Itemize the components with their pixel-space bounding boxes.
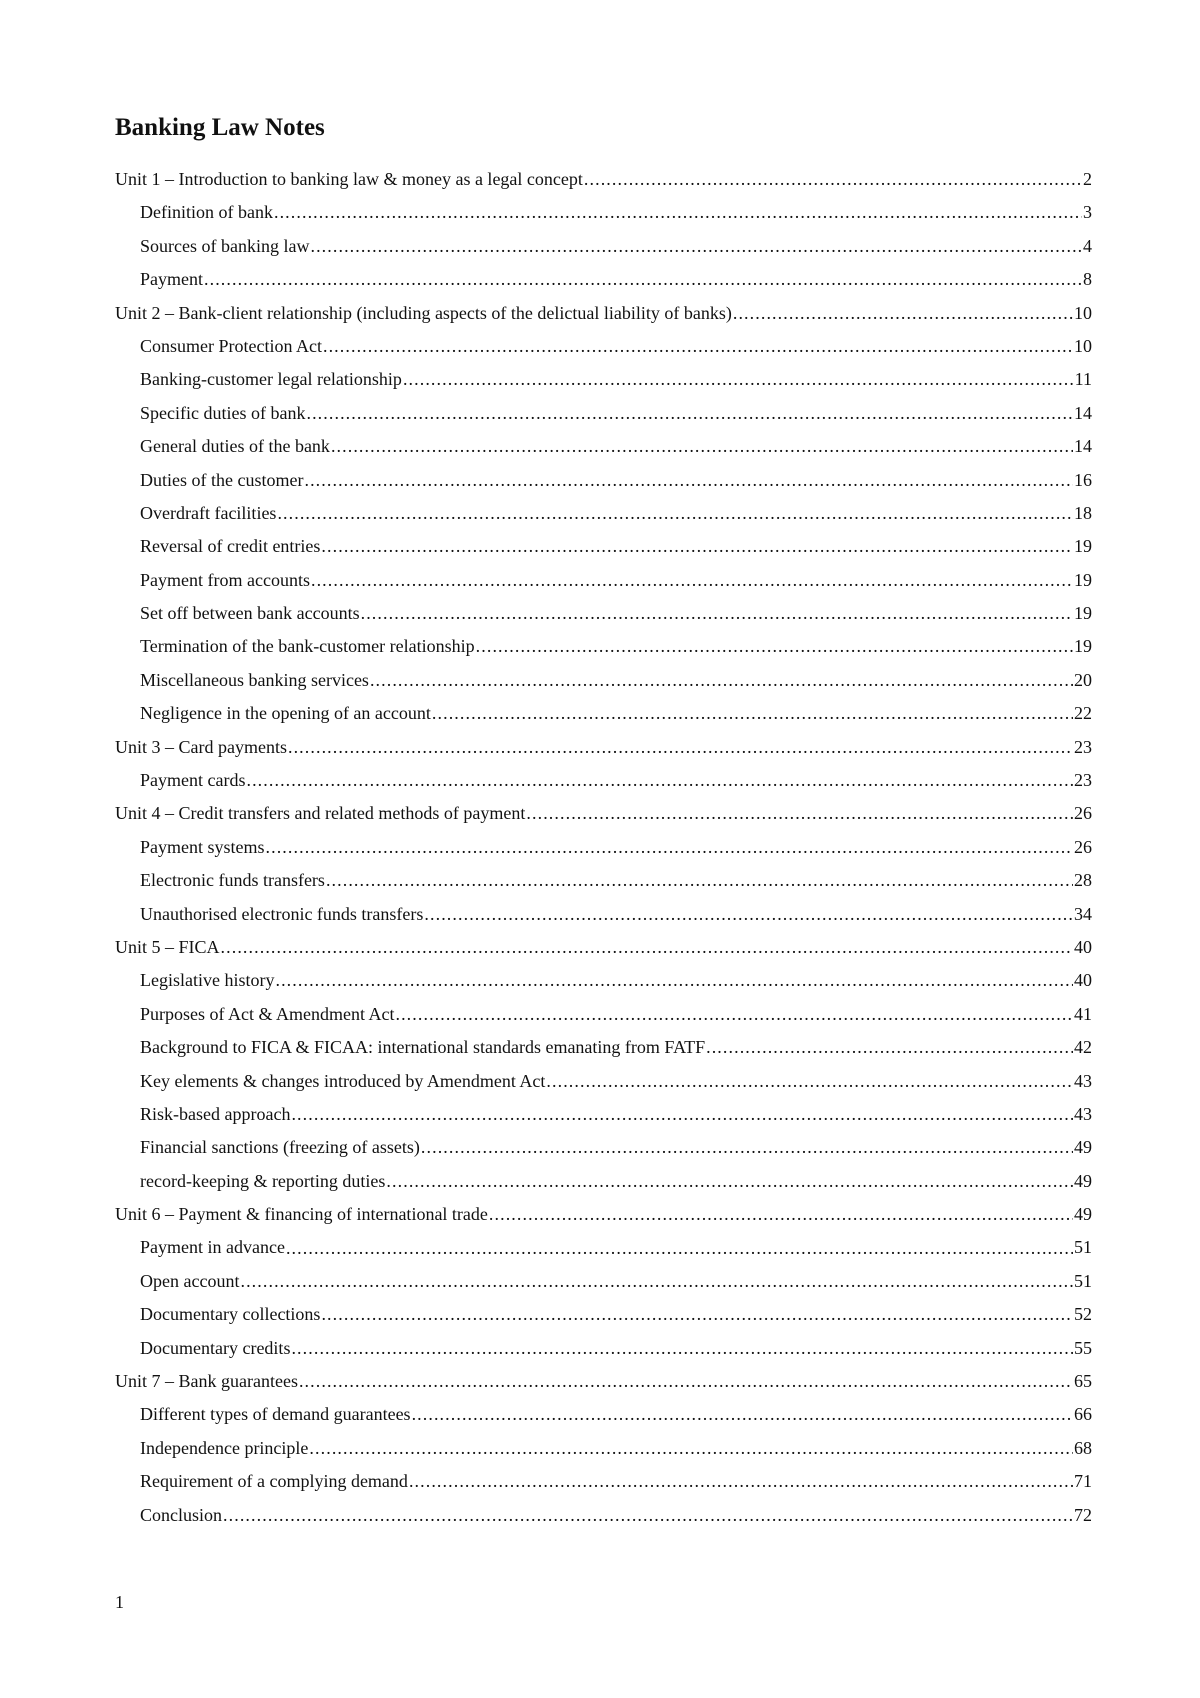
toc-entry-label: Payment [140,269,203,290]
toc-entry-page-number: 68 [1074,1437,1092,1458]
toc-section-entry[interactable] [115,363,1092,396]
toc-entry-label: Unit 3 – Card payments [115,736,287,757]
toc-section-entry[interactable] [115,1298,1092,1331]
toc-entry-page-number: 26 [1074,836,1092,857]
toc-dot-leader [412,1398,1073,1431]
toc-entry-page-number: 23 [1074,736,1092,757]
toc-entry-page-number: 43 [1074,1070,1092,1091]
toc-entry-page-number: 19 [1074,603,1092,624]
toc-section-entry[interactable] [115,397,1092,430]
toc-entry-label: Unit 4 – Credit transfers and related methods of payment [115,803,526,824]
toc-entry-label: Electronic funds transfers [140,870,325,891]
toc-dot-leader [370,664,1073,697]
toc-dot-leader [221,931,1073,964]
toc-section-entry[interactable] [115,1465,1092,1498]
toc-section-entry[interactable] [115,964,1092,997]
toc-section-entry[interactable] [115,831,1092,864]
toc-entry-label: Banking-customer legal relationship [140,369,402,390]
toc-dot-leader [274,196,1082,229]
toc-entry-page-number: 2 [1083,168,1092,189]
toc-section-entry[interactable] [115,1131,1092,1164]
toc-section-entry[interactable] [115,564,1092,597]
toc-entry-label: Definition of bank [140,202,273,223]
toc-entry-page-number: 66 [1074,1404,1092,1425]
toc-entry-page-number: 41 [1074,1003,1092,1024]
toc-section-entry[interactable] [115,1065,1092,1098]
toc-entry-page-number: 19 [1074,636,1092,657]
toc-entry-label: Set off between bank accounts [140,603,360,624]
toc-dot-leader [240,1265,1073,1298]
toc-entry-label: Overdraft facilities [140,502,277,523]
toc-dot-leader [326,864,1073,897]
toc-entry-label: Independence principle [140,1437,309,1458]
toc-section-entry[interactable] [115,597,1092,630]
toc-section-entry[interactable] [115,898,1092,931]
document-title: Banking Law Notes [115,114,325,141]
toc-entry-page-number: 52 [1074,1304,1092,1325]
toc-entry-label: Unit 1 – Introduction to banking law & money as a legal concept [115,168,583,189]
toc-dot-leader [266,831,1074,864]
toc-section-entry[interactable] [115,864,1092,897]
toc-dot-leader [204,263,1082,296]
toc-section-entry[interactable] [115,1499,1092,1532]
toc-section-entry[interactable] [115,1098,1092,1131]
toc-entry-label: Financial sanctions (freezing of assets) [140,1137,420,1158]
toc-dot-leader [291,1332,1073,1365]
toc-entry-page-number: 11 [1074,369,1092,390]
toc-entry-page-number: 71 [1074,1471,1092,1492]
toc-dot-leader [288,731,1073,764]
toc-section-entry[interactable] [115,1031,1092,1064]
toc-section-entry[interactable] [115,1165,1092,1198]
table-of-contents [115,163,1092,1532]
toc-entry-page-number: 19 [1074,536,1092,557]
toc-entry-page-number: 4 [1083,235,1092,256]
toc-entry-label: Unauthorised electronic funds transfers [140,903,424,924]
toc-entry-page-number: 49 [1074,1204,1092,1225]
toc-entry-page-number: 51 [1074,1270,1092,1291]
toc-section-entry[interactable] [115,998,1092,1031]
toc-entry-label: Unit 5 – FICA [115,936,220,957]
toc-dot-leader [403,363,1074,396]
toc-entry-label: Conclusion [140,1504,223,1525]
toc-section-entry[interactable] [115,697,1092,730]
toc-entry-page-number: 14 [1074,436,1092,457]
toc-dot-leader [432,697,1073,730]
toc-unit-entry[interactable] [115,731,1092,764]
toc-entry-label: Documentary credits [140,1337,291,1358]
toc-entry-page-number: 19 [1074,569,1092,590]
toc-entry-label: Payment cards [140,770,246,791]
toc-section-entry[interactable] [115,530,1092,563]
toc-section-entry[interactable] [115,230,1092,263]
toc-dot-leader [584,163,1082,196]
toc-dot-leader [299,1365,1073,1398]
toc-entry-label: Payment from accounts [140,569,310,590]
toc-section-entry[interactable] [115,263,1092,296]
toc-dot-leader [409,1465,1073,1498]
toc-dot-leader [304,464,1073,497]
toc-dot-leader [424,898,1073,931]
toc-section-entry[interactable] [115,1232,1092,1265]
toc-section-entry[interactable] [115,664,1092,697]
toc-dot-leader [489,1198,1073,1231]
toc-entry-page-number: 10 [1074,302,1092,323]
toc-unit-entry[interactable] [115,1365,1092,1398]
toc-unit-entry[interactable] [115,797,1092,830]
toc-entry-label: Negligence in the opening of an account [140,703,431,724]
toc-dot-leader [546,1065,1073,1098]
toc-entry-label: Legislative history [140,970,275,991]
toc-entry-label: Background to FICA & FICAA: international standards emanating from FATF [140,1037,706,1058]
toc-entry-page-number: 8 [1083,269,1092,290]
toc-entry-page-number: 23 [1074,770,1092,791]
toc-dot-leader [733,297,1073,330]
toc-dot-leader [223,1499,1073,1532]
toc-section-entry[interactable] [115,764,1092,797]
toc-dot-leader [421,1131,1073,1164]
page-number: 1 [115,1592,124,1612]
toc-entry-page-number: 16 [1074,469,1092,490]
toc-entry-page-number: 3 [1083,202,1092,223]
toc-dot-leader [706,1031,1073,1064]
toc-entry-page-number: 34 [1074,903,1092,924]
toc-entry-label: Payment in advance [140,1237,285,1258]
toc-dot-leader [526,797,1073,830]
toc-dot-leader [476,630,1073,663]
toc-section-entry[interactable] [115,630,1092,663]
toc-section-entry[interactable] [115,1332,1092,1365]
toc-dot-leader [286,1232,1073,1265]
toc-dot-leader [291,1098,1073,1131]
toc-entry-page-number: 43 [1074,1103,1092,1124]
toc-section-entry[interactable] [115,497,1092,530]
toc-dot-leader [277,497,1073,530]
toc-entry-page-number: 51 [1074,1237,1092,1258]
toc-entry-label: Miscellaneous banking services [140,669,369,690]
toc-section-entry[interactable] [115,1432,1092,1465]
toc-dot-leader [321,1298,1073,1331]
toc-section-entry[interactable] [115,1265,1092,1298]
toc-entry-label: Requirement of a complying demand [140,1471,408,1492]
toc-dot-leader [310,230,1082,263]
toc-dot-leader [246,764,1073,797]
toc-entry-page-number: 22 [1074,703,1092,724]
toc-dot-leader [386,1165,1073,1198]
toc-dot-leader [323,330,1073,363]
toc-entry-label: Consumer Protection Act [140,335,322,356]
toc-entry-page-number: 72 [1074,1504,1092,1525]
toc-entry-page-number: 42 [1074,1037,1092,1058]
toc-section-entry[interactable] [115,196,1092,229]
toc-entry-label: Payment systems [140,836,265,857]
toc-entry-page-number: 18 [1074,502,1092,523]
toc-dot-leader [321,530,1073,563]
toc-entry-label: Duties of the customer [140,469,304,490]
toc-entry-page-number: 10 [1074,335,1092,356]
toc-entry-page-number: 28 [1074,870,1092,891]
toc-entry-label: Sources of banking law [140,235,310,256]
toc-section-entry[interactable] [115,464,1092,497]
toc-entry-page-number: 49 [1074,1170,1092,1191]
toc-dot-leader [361,597,1073,630]
toc-section-entry[interactable] [115,1398,1092,1431]
toc-entry-label: Documentary collections [140,1304,321,1325]
toc-entry-label: General duties of the bank [140,436,330,457]
toc-entry-page-number: 40 [1074,970,1092,991]
toc-dot-leader [306,397,1073,430]
toc-entry-label: Different types of demand guarantees [140,1404,411,1425]
toc-entry-page-number: 14 [1074,402,1092,423]
toc-unit-entry[interactable] [115,163,1092,196]
toc-entry-label: Termination of the bank-customer relationship [140,636,475,657]
toc-dot-leader [395,998,1073,1031]
toc-entry-page-number: 20 [1074,669,1092,690]
toc-entry-label: Unit 2 – Bank-client relationship (including aspects of the delictual liability of banks) [115,302,732,323]
toc-entry-page-number: 55 [1074,1337,1092,1358]
toc-entry-label: Specific duties of bank [140,402,306,423]
toc-entry-label: Open account [140,1270,240,1291]
toc-entry-label: Unit 6 – Payment & financing of international trade [115,1204,488,1225]
toc-section-entry[interactable] [115,430,1092,463]
toc-entry-label: Unit 7 – Bank guarantees [115,1371,298,1392]
toc-entry-page-number: 65 [1074,1371,1092,1392]
toc-dot-leader [311,564,1073,597]
toc-entry-page-number: 26 [1074,803,1092,824]
toc-unit-entry[interactable] [115,297,1092,330]
toc-dot-leader [309,1432,1073,1465]
toc-entry-label: Risk-based approach [140,1103,291,1124]
toc-entry-page-number: 49 [1074,1137,1092,1158]
toc-entry-label: record-keeping & reporting duties [140,1170,386,1191]
toc-entry-label: Reversal of credit entries [140,536,321,557]
toc-unit-entry[interactable] [115,931,1092,964]
toc-entry-label: Purposes of Act & Amendment Act [140,1003,395,1024]
toc-section-entry[interactable] [115,330,1092,363]
toc-entry-page-number: 40 [1074,936,1092,957]
toc-dot-leader [275,964,1073,997]
toc-unit-entry[interactable] [115,1198,1092,1231]
toc-dot-leader [331,430,1073,463]
toc-entry-label: Key elements & changes introduced by Amendment Act [140,1070,546,1091]
